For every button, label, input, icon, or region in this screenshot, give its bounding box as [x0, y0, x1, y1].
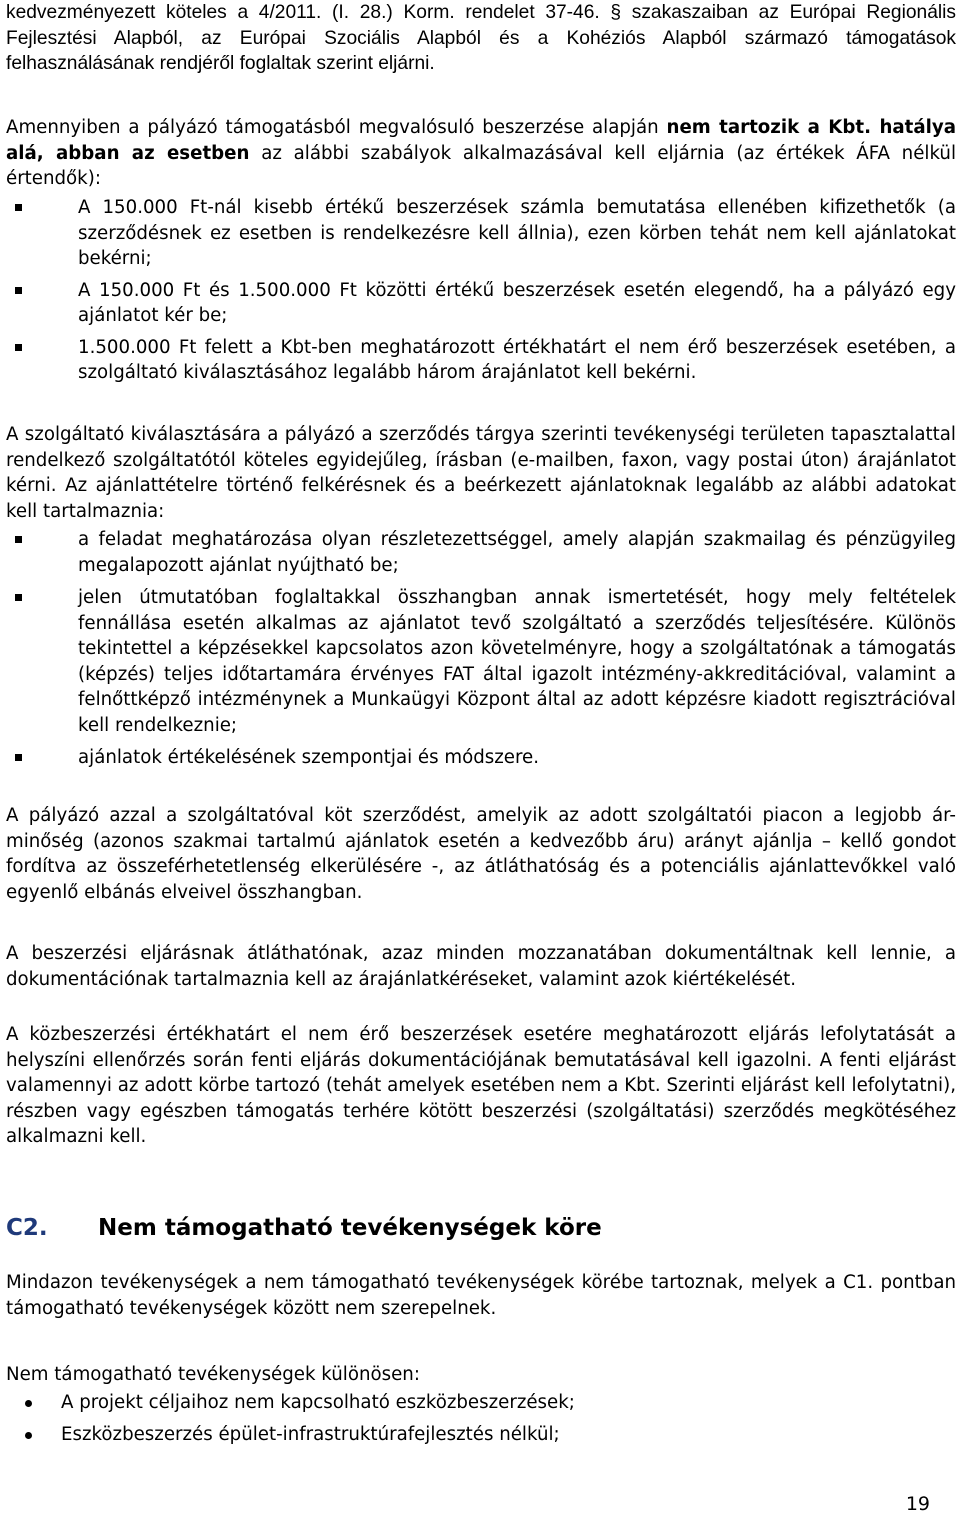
not-supported-list [6, 1390, 956, 1447]
paragraph-transparency: A beszerzési eljárásnak átláthatónak, azaz minden mozzanatában dokumentáltnak kell lennie, a dokumentációnak tartalmaznia kell az árajánlatkéréseket, valamint azok kiértékelését. [6, 943, 956, 990]
page-number: 19 [905, 1493, 930, 1515]
paragraph-list-intro: Nem támogatható tevékenységek különösen: [6, 1364, 420, 1385]
paragraph-contract: A pályázó azzal a szolgáltatóval köt szerződést, amelyik az adott szolgáltatói piacon a legjobb ár-minőség (azonos szakmai tartalmú ajánlatok esetén a kedvezőbb áru) arányt ajánlja – kellő gondot fordítva az összeférhetetlenség elkerülésére -, az átláthatóság és a potenciális ajánlattevőkkel való egyenlő elbánás elveivel összhangban. [6, 805, 956, 903]
paragraph-provider-selection: A szolgáltató kiválasztására a pályázó a szerződés tárgya szerinti tevékenységi területen tapasztalattal rendelkező szolgáltatótól köteles egyidejűleg, írásban (e-mailben, faxon, vagy postai úton) árajánlatot kérni. Az ajánlattételre történő felkérésnek és a beérkezett ajánlatoknak legalább az alábbi adatokat kell tartalmaznia: [6, 424, 956, 522]
list-item: 1.500.000 Ft felett a Kbt-ben meghatározott értékhatárt el nem érő beszerzések esetében, a szolgáltató kiválasztásához legalább három árajánlatot kell bekérni. [6, 335, 956, 386]
list-item: Eszközbeszerzés épület-infrastruktúrafejlesztés nélkül; [6, 1422, 956, 1448]
list-item: A projekt céljaihoz nem kapcsolható eszközbeszerzések; [6, 1390, 956, 1416]
list-item: a feladat meghatározása olyan részletezettséggel, amely alapján szakmailag és pénzügyileg megalapozott ajánlat nyújtható be; [6, 527, 956, 578]
kbt-text-bold: nem tartozik a Kbt. hatálya alá, abban az esetben [6, 117, 956, 164]
section-number: C2. [6, 1215, 48, 1241]
paragraph-kbt-threshold [6, 115, 956, 192]
section-heading [6, 1215, 602, 1242]
paragraph-below-threshold: A közbeszerzési értékhatárt el nem érő beszerzések esetére meghatározott eljárás lefolytatását a helyszíni ellenőrzés során fenti eljárás dokumentációjának bemutatásával kell igazolni. A fenti eljárást valamennyi az adott körbe tartozó (tehát amelyek esetében nem a Kbt. Szerinti eljárást kell lefolytatni), részben vagy egészben támogatás terhére kötött beszerzési (szolgáltatási) szerződés megkötéséhez alkalmazni kell. [6, 1024, 956, 1147]
kbt-text-a: Amennyiben a pályázó támogatásból megvalósuló beszerzése alapján [6, 117, 667, 138]
rules-list [6, 195, 956, 386]
list-item: jelen útmutatóban foglaltakkal összhangban annak ismertetését, hogy mely feltételek fennállása esetén alkalmas az ajánlatot tevő szolgáltató a szerződés teljesítésére. Különös tekintettel a képzésekkel kapcsolatos azon követelményre, hogy a szolgáltatónak a támogatás (képzés) teljes időtartamára érvényes FAT által igazolt intézmény-akkreditációval, valamint a felnőttképző intézménynek a Munkaügyi Központ által az adott képzésre kiadott regisztrációval kell rendelkeznie; [6, 585, 956, 738]
required-contents-list [6, 527, 956, 771]
paragraph-c2: Mindazon tevékenységek a nem támogatható tevékenységek körébe tartoznak, melyek a C1. pontban támogatható tevékenységek között nem szerepelnek. [6, 1272, 956, 1319]
paragraph-regulation: kedvezményezett köteles a 4/2011. (I. 28.) Korm. rendelet 37-46. § szakaszaiban az Európai Regionális Fejlesztési Alapból, az Európai Szociális Alapból és a Kohéziós Alapból származó támogatások felhasználásának rendjéről foglaltak szerint eljárni. [6, 2, 956, 74]
kbt-text-c: az alábbi szabályok alkalmazásával kell eljárnia (az értékek ÁFA nélkül értendők): [6, 142, 956, 189]
section-title: Nem támogatható tevékenységek köre [98, 1215, 602, 1241]
list-item: A 150.000 Ft-nál kisebb értékű beszerzések számla bemutatása ellenében kifizethetők (a szerződésnek ez esetben is rendelkezésre kell állnia), ezen körben tehát nem kell ajánlatokat bekérni; [6, 195, 956, 272]
list-item: A 150.000 Ft és 1.500.000 Ft közötti értékű beszerzések esetén elegendő, ha a pályázó egy ajánlatot kér be; [6, 278, 956, 329]
list-item: ajánlatok értékelésének szempontjai és módszere. [6, 745, 956, 771]
